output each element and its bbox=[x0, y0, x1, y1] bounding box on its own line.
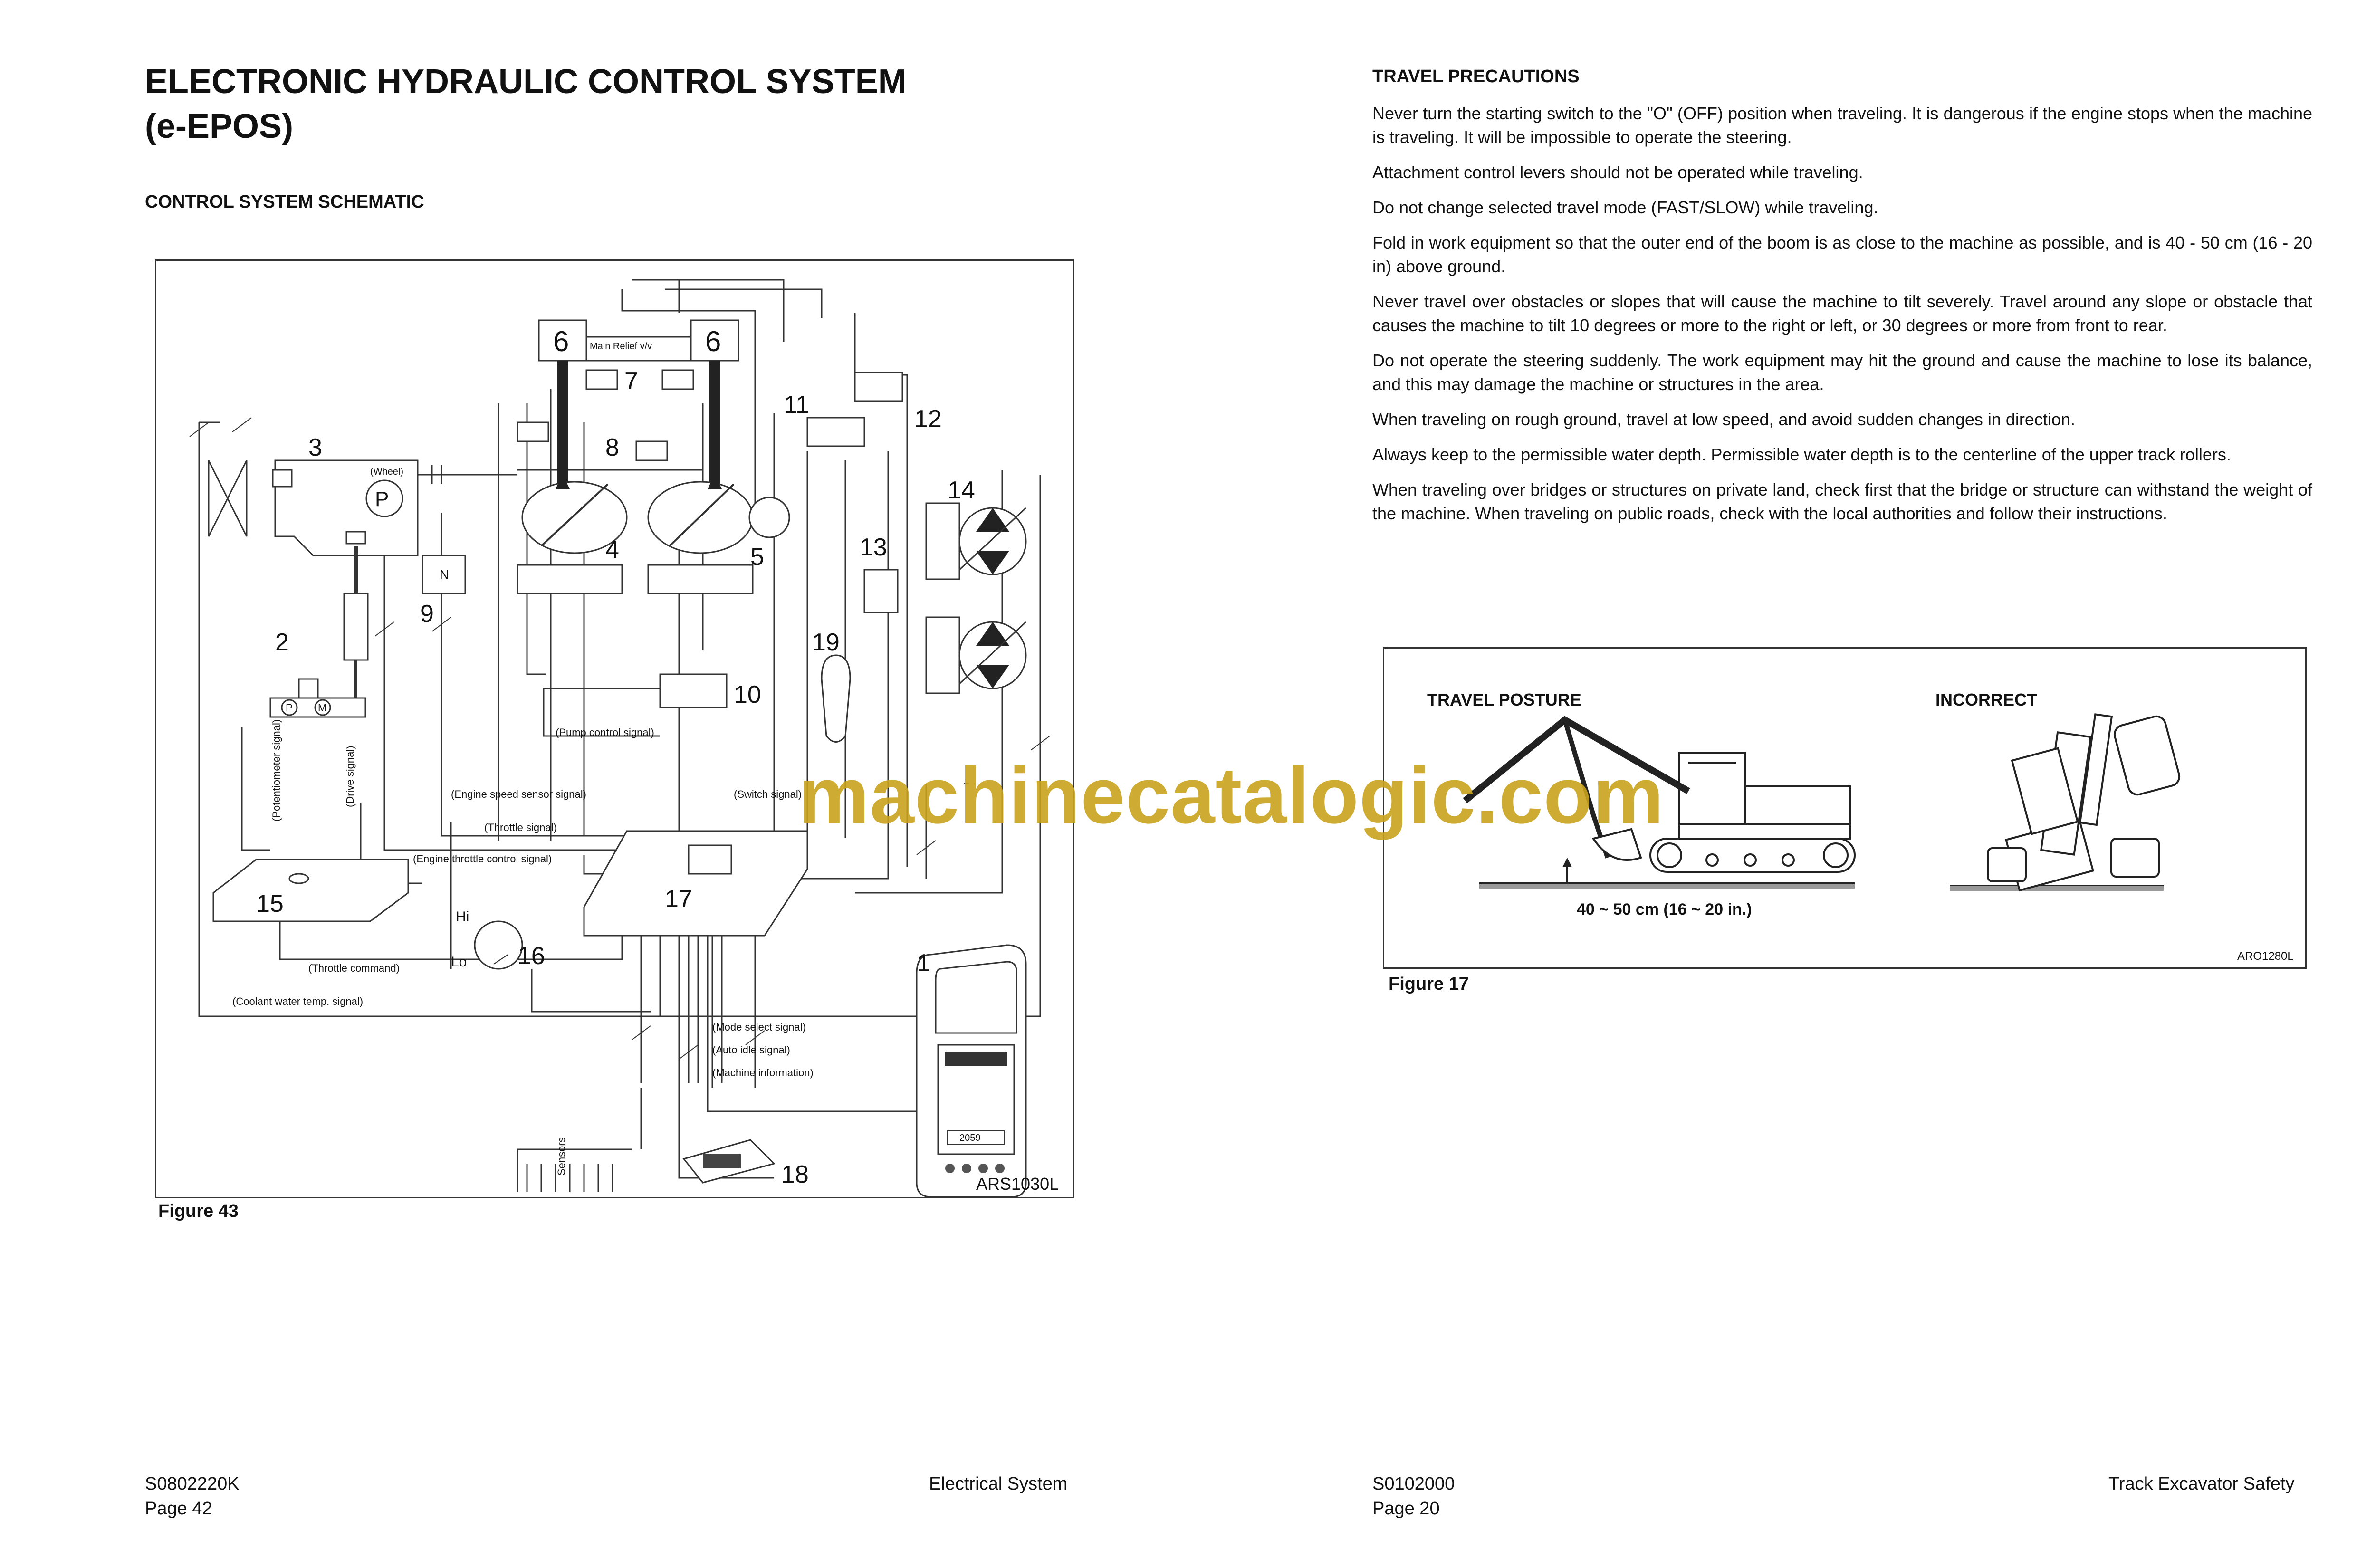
hi-label: Hi bbox=[456, 909, 469, 925]
svg-text:19: 19 bbox=[812, 629, 840, 656]
svg-text:5: 5 bbox=[750, 543, 764, 571]
paragraph: Do not change selected travel mode (FAST/SLOW) while traveling. bbox=[1372, 198, 1878, 217]
left-footer-page: Page 42 bbox=[145, 1499, 212, 1519]
excavator-incorrect bbox=[1950, 714, 2182, 891]
pump-control-label: (Pump control signal) bbox=[556, 727, 654, 738]
control-system-schematic bbox=[156, 261, 1073, 1197]
paragraph: Do not operate the steering suddenly. The work equipment may hit the ground and cause the machine to lose its balance, and this may damage the machine or structures in the area. bbox=[1372, 351, 2312, 394]
auto-idle-label: (Auto idle signal) bbox=[712, 1044, 790, 1056]
svg-text:8: 8 bbox=[605, 434, 619, 461]
page-title-line1: ELECTRONIC HYDRAULIC CONTROL SYSTEM bbox=[145, 63, 907, 101]
monitor-value: 2059 bbox=[959, 1133, 981, 1143]
svg-text:15: 15 bbox=[256, 890, 284, 918]
right-footer-doc: S0102000 bbox=[1372, 1474, 1455, 1494]
mode-select-label: (Mode select signal) bbox=[712, 1021, 806, 1033]
travel-posture-label: TRAVEL POSTURE bbox=[1427, 690, 1581, 709]
paragraph: Always keep to the permissible water depth. Permissible water depth is to the centerline of the upper track rollers. bbox=[1372, 445, 2231, 464]
travel-precautions-heading: TRAVEL PRECAUTIONS bbox=[1372, 67, 1580, 86]
paragraph: When traveling on rough ground, travel at low speed, and avoid sudden changes in direction. bbox=[1372, 410, 2075, 429]
paragraph: Attachment control levers should not be operated while traveling. bbox=[1372, 163, 1863, 182]
p-small-label: P bbox=[286, 702, 293, 714]
schematic-figure bbox=[155, 259, 1074, 1198]
main-relief-label: Main Relief v/v bbox=[590, 341, 652, 352]
svg-text:2: 2 bbox=[275, 629, 289, 656]
wheel-label: (Wheel) bbox=[370, 467, 404, 477]
svg-text:13: 13 bbox=[860, 534, 887, 561]
component-1: 1 bbox=[917, 949, 930, 977]
height-label: 40 ~ 50 cm (16 ~ 20 in.) bbox=[1577, 900, 1752, 918]
machine-info-label: (Machine information) bbox=[712, 1067, 814, 1079]
engine-throttle-label: (Engine throttle control signal) bbox=[413, 853, 552, 865]
section-heading: CONTROL SYSTEM SCHEMATIC bbox=[145, 192, 424, 212]
sensors-label: Sensors bbox=[556, 1137, 567, 1176]
switch-signal-label: (Switch signal) bbox=[734, 788, 802, 800]
paragraph: When traveling over bridges or structures on private land, check first that the bridge or structure can withstand the weight of the machine. When traveling on public roads, check with the local authorities and follow their instructions. bbox=[1372, 480, 2312, 523]
engine-speed-label: (Engine speed sensor signal) bbox=[451, 788, 586, 800]
incorrect-label: INCORRECT bbox=[1935, 690, 2037, 709]
n-label: N bbox=[440, 567, 450, 582]
svg-text:14: 14 bbox=[948, 477, 975, 504]
figure-17-caption: Figure 17 bbox=[1389, 974, 1469, 994]
paragraph: Fold in work equipment so that the outer end of the boom is as close to the machine as possible, and is 40 - 50 cm (16 - 20 in) above ground. bbox=[1372, 233, 2312, 276]
svg-text:4: 4 bbox=[605, 536, 619, 564]
throttle-command-label: (Throttle command) bbox=[308, 962, 400, 974]
potentiometer-label: (Potentiometer signal) bbox=[270, 719, 282, 822]
svg-text:12: 12 bbox=[914, 405, 942, 433]
m-small-label: M bbox=[318, 702, 327, 714]
left-footer-section: Electrical System bbox=[929, 1474, 1068, 1494]
svg-text:11: 11 bbox=[784, 391, 809, 419]
svg-text:16: 16 bbox=[517, 942, 545, 970]
svg-text:9: 9 bbox=[420, 600, 434, 628]
precautions-text bbox=[1372, 102, 2312, 537]
left-footer-doc: S0802220K bbox=[145, 1474, 240, 1494]
pump-p-label: P bbox=[375, 488, 389, 511]
component-6b: 6 bbox=[705, 325, 721, 357]
svg-text:18: 18 bbox=[781, 1161, 809, 1188]
coolant-label: (Coolant water temp. signal) bbox=[232, 995, 364, 1007]
right-footer-section: Track Excavator Safety bbox=[2108, 1474, 2295, 1494]
drive-signal-label: (Drive signal) bbox=[344, 746, 356, 807]
figure-43-caption: Figure 43 bbox=[158, 1201, 239, 1221]
svg-text:17: 17 bbox=[665, 885, 692, 913]
watermark-text: machinecatalogic.com bbox=[798, 751, 1664, 840]
svg-text:7: 7 bbox=[624, 367, 638, 395]
svg-text:10: 10 bbox=[734, 681, 761, 708]
paragraph: Never travel over obstacles or slopes that will cause the machine to tilt severely. Travel around any slope or obstacle that causes the machine to tilt 10 degrees or more to the right or left, or 30 degrees or more from front to rear. bbox=[1372, 292, 2312, 335]
posture-figure-id: ARO1280L bbox=[2237, 950, 2294, 963]
svg-text:3: 3 bbox=[308, 434, 322, 461]
schematic-figure-id: ARS1030L bbox=[976, 1174, 1059, 1194]
paragraph: Never turn the starting switch to the "O" (OFF) position when traveling. It is dangerous if the engine stops when the machine is traveling. It will be impossible to operate the steering. bbox=[1372, 104, 2312, 147]
component-6a: 6 bbox=[553, 325, 569, 357]
throttle-signal-label: (Throttle signal) bbox=[484, 822, 557, 833]
lo-label: Lo bbox=[451, 954, 467, 970]
page-title-line2: (e-EPOS) bbox=[145, 107, 294, 145]
right-footer-page: Page 20 bbox=[1372, 1499, 1440, 1519]
